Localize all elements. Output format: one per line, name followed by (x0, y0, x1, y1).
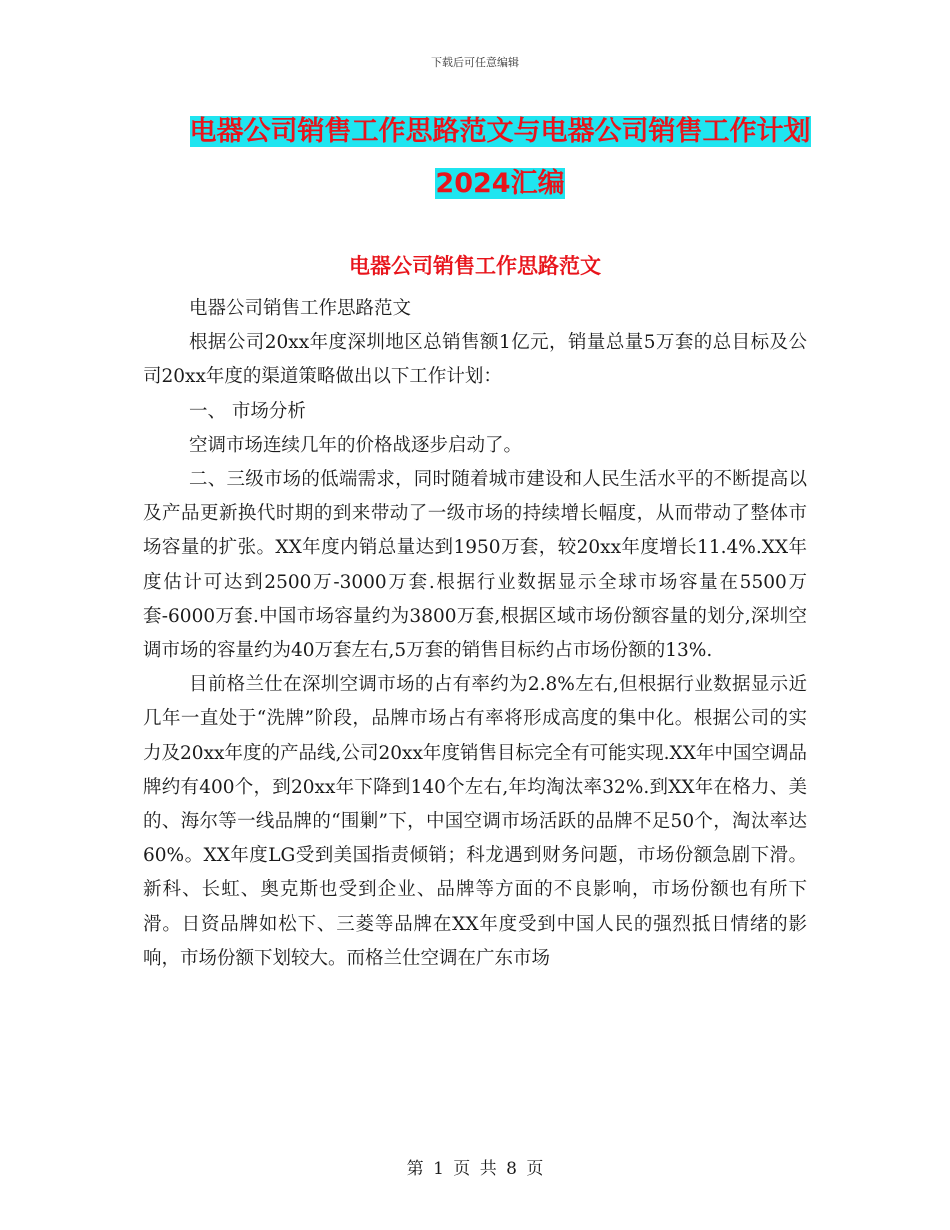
paragraph: 根据公司20xx年度深圳地区总销售额1亿元，销量总量5万套的总目标及公司20xx年度的渠道策略做出以下工作计划： (143, 332, 807, 388)
paragraph: 空调市场连续几年的价格战逐步启动了。 (189, 434, 523, 456)
title-line-1: 电器公司销售工作思路范文与电器公司销售工作计划 (189, 116, 811, 147)
document-body (143, 292, 807, 976)
paragraph: 一、 市场分析 (189, 400, 306, 422)
header-note: 下载后可任意编辑 (431, 56, 519, 69)
title-line-2: 2024汇编 (435, 168, 565, 199)
paragraph: 电器公司销售工作思路范文 (189, 298, 412, 319)
section-title: 电器公司销售工作思路范文 (349, 254, 601, 278)
paragraph: 目前格兰仕在深圳空调市场的占有率约为2.8%左右,但根据行业数据显示近几年一直处于“洗牌”阶段，品牌市场占有率将形成高度的集中化。根据公司的实力及20xx年度的产品线,公司20xx年度销售目标完全有可能实现.XX年中国空调品牌约有400个，到20xx年下降到140个左右,年均淘汰率32%.到XX年在格力、美的、海尔等一线品牌的“围剿”下，中国空调市场活跃的品牌不足50个，淘汰率达60%。XX年度LG受到美国指责倾销；科龙遇到财务问题，市场份额急剧下滑。新科、长虹、奥克斯也受到企业、品牌等方面的不良影响，市场份额也有所下滑。日资品牌如松下、三菱等品牌在XX年度受到中国人民的强烈抵日情绪的影响，市场份额下划较大。而格兰仕空调在广东市场 (143, 674, 807, 969)
document-title (150, 106, 850, 210)
paragraph: 二、三级市场的低端需求，同时随着城市建设和人民生活水平的不断提高以及产品更新换代时期的到来带动了一级市场的持续增长幅度，从而带动了整体市场容量的扩张。XX年度内销总量达到1950万套，较20xx年度增长11.4%.XX年度估计可达到2500万-3000万套.根据行业数据显示全球市场容量在5500万套-6000万套.中国市场容量约为3800万套,根据区域市场份额容量的划分,深圳空调市场的容量约为40万套左右,5万套的销售目标约占市场份额的13%. (143, 469, 807, 662)
page-number-footer: 第 1 页 共 8 页 (406, 1159, 544, 1179)
